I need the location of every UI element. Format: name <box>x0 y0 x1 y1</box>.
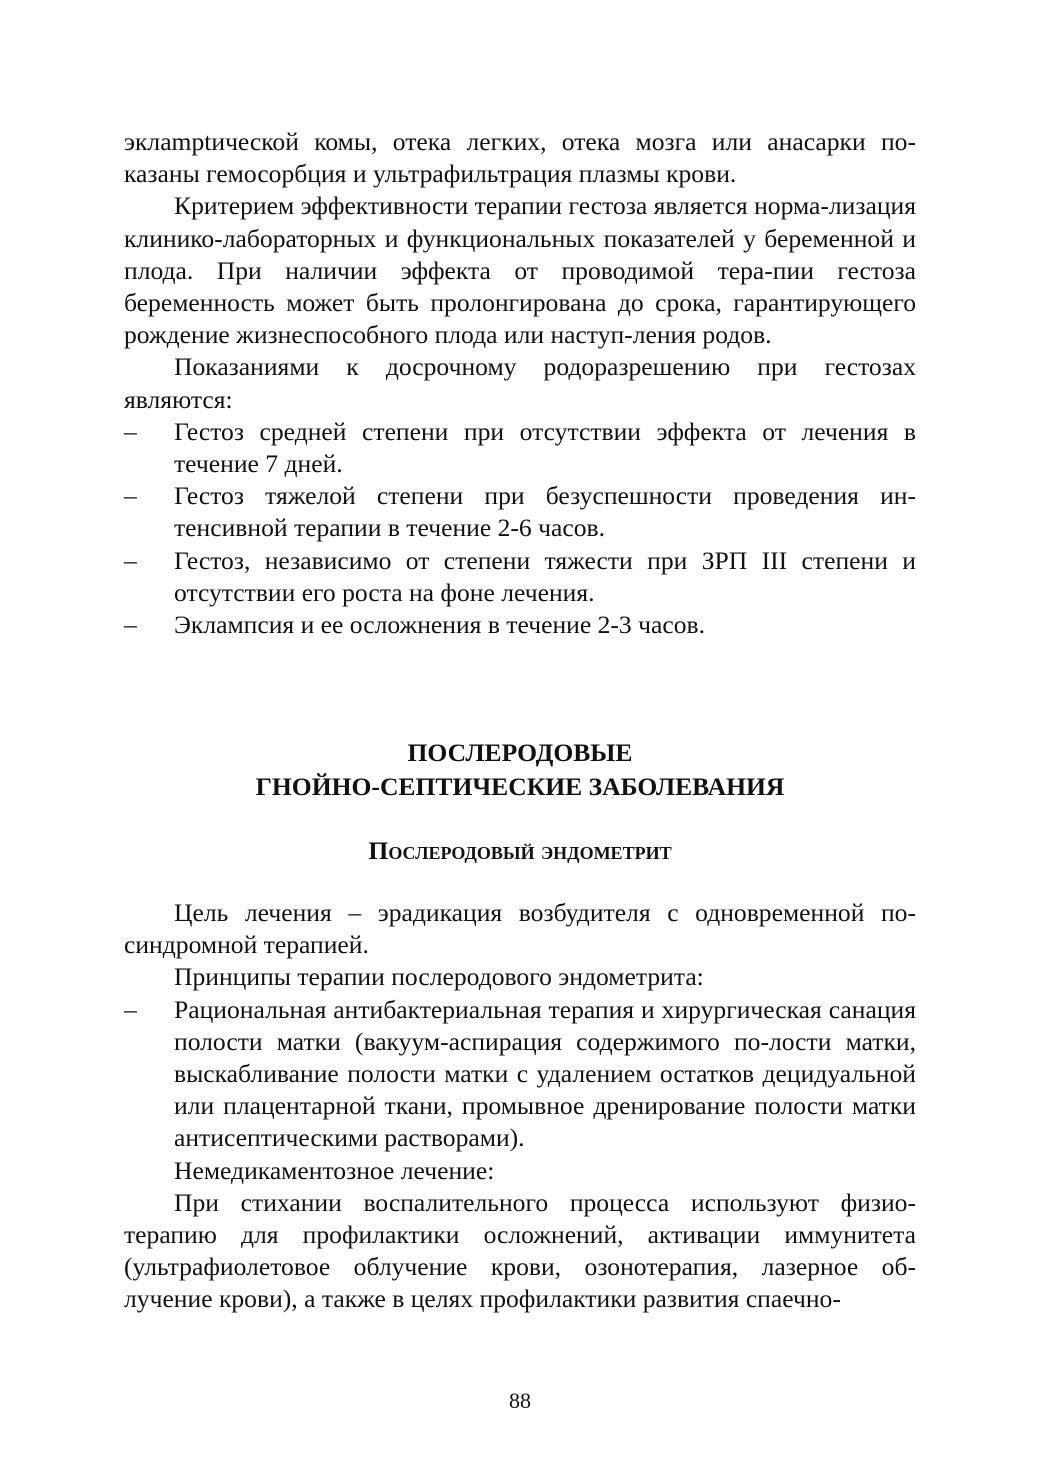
section-title <box>124 736 916 804</box>
top-text-block <box>124 126 916 641</box>
list-dash: – <box>124 545 137 575</box>
paragraph-physiotherapy: При стихании воспалительного процесса используют физио-терапию для профилактики осложнений, активации иммунитета (ультрафиолетовое облучение крови, озонотерапия, лазерное об-лучение крови), а также в целях профилактики развития спаечно- <box>124 1187 916 1314</box>
section-title-line-1: ПОСЛЕРОДОВЫЕ <box>407 738 633 767</box>
list-dash: – <box>124 610 137 640</box>
list-item <box>124 545 916 609</box>
paragraph-continuation: эклamptической комы, отека легких, отека мозга или анасарки по-казаны гемосорбция и ультрафильтрация плазмы крови. <box>124 127 916 189</box>
list-item <box>124 994 916 1155</box>
list-dash: – <box>124 481 137 511</box>
paragraph-treatment-goal: Цель лечения – эрадикация возбудителя с одновременной по-синдромной терапией. <box>124 898 916 960</box>
list-item <box>124 416 916 480</box>
page-number: 88 <box>509 1388 531 1413</box>
list-dash: – <box>124 416 137 446</box>
paragraph-indications-intro: Показаниями к досрочному родоразрешению при гестозах являются: <box>124 352 916 414</box>
list-item-text: Гестоз тяжелой степени при безуспешности проведения ин-тенсивной терапии в течение 2-6 часов. <box>174 481 916 543</box>
section-title-line-2: ГНОЙНО-СЕПТИЧЕСКИЕ ЗАБОЛЕВАНИЯ <box>255 772 785 801</box>
list-dash: – <box>124 994 137 1024</box>
list-item-text: Гестоз средней степени при отсутствии эффекта от лечения в течение 7 дней. <box>174 416 916 479</box>
principles-list <box>124 994 916 1155</box>
list-item-text: Эклампсия и ее осложнения в течение 2-3 часов. <box>174 610 705 640</box>
list-item-text: Гестоз, независимо от степени тяжести при ЗРП III степени и отсутствии его роста на фоне лечения. <box>174 545 916 607</box>
paragraph-criteria: Критерием эффективности терапии гестоза является норма-лизация клинико-лабораторных и функциональных показателей у беременной и плода. При наличии эффекта от проводимой тера-пии гестоза беременность может быть пролонгирована до срока, гарантирующего рождение жизнеспособного плода или наступ-ления родов. <box>124 191 916 350</box>
indications-list <box>124 416 916 641</box>
list-item <box>124 609 916 641</box>
bottom-text-block <box>124 897 916 1316</box>
list-item <box>124 480 916 544</box>
subsection-title: Послеродовый эндометрит <box>368 836 672 865</box>
paragraph-principles-intro: Принципы терапии послеродового эндометрита: <box>174 962 704 992</box>
paragraph-nondrug-heading: Немедикаментозное лечение: <box>174 1155 495 1185</box>
list-item-text: Рациональная антибактериальная терапия и хирургическая санация полости матки (вакуум-аспирация содержимого по-лости матки, выскабливание полости матки с удалением остатков децидуальной или плацентарной ткани, промывное дренирование полости матки антисептическими растворами). <box>174 994 916 1153</box>
